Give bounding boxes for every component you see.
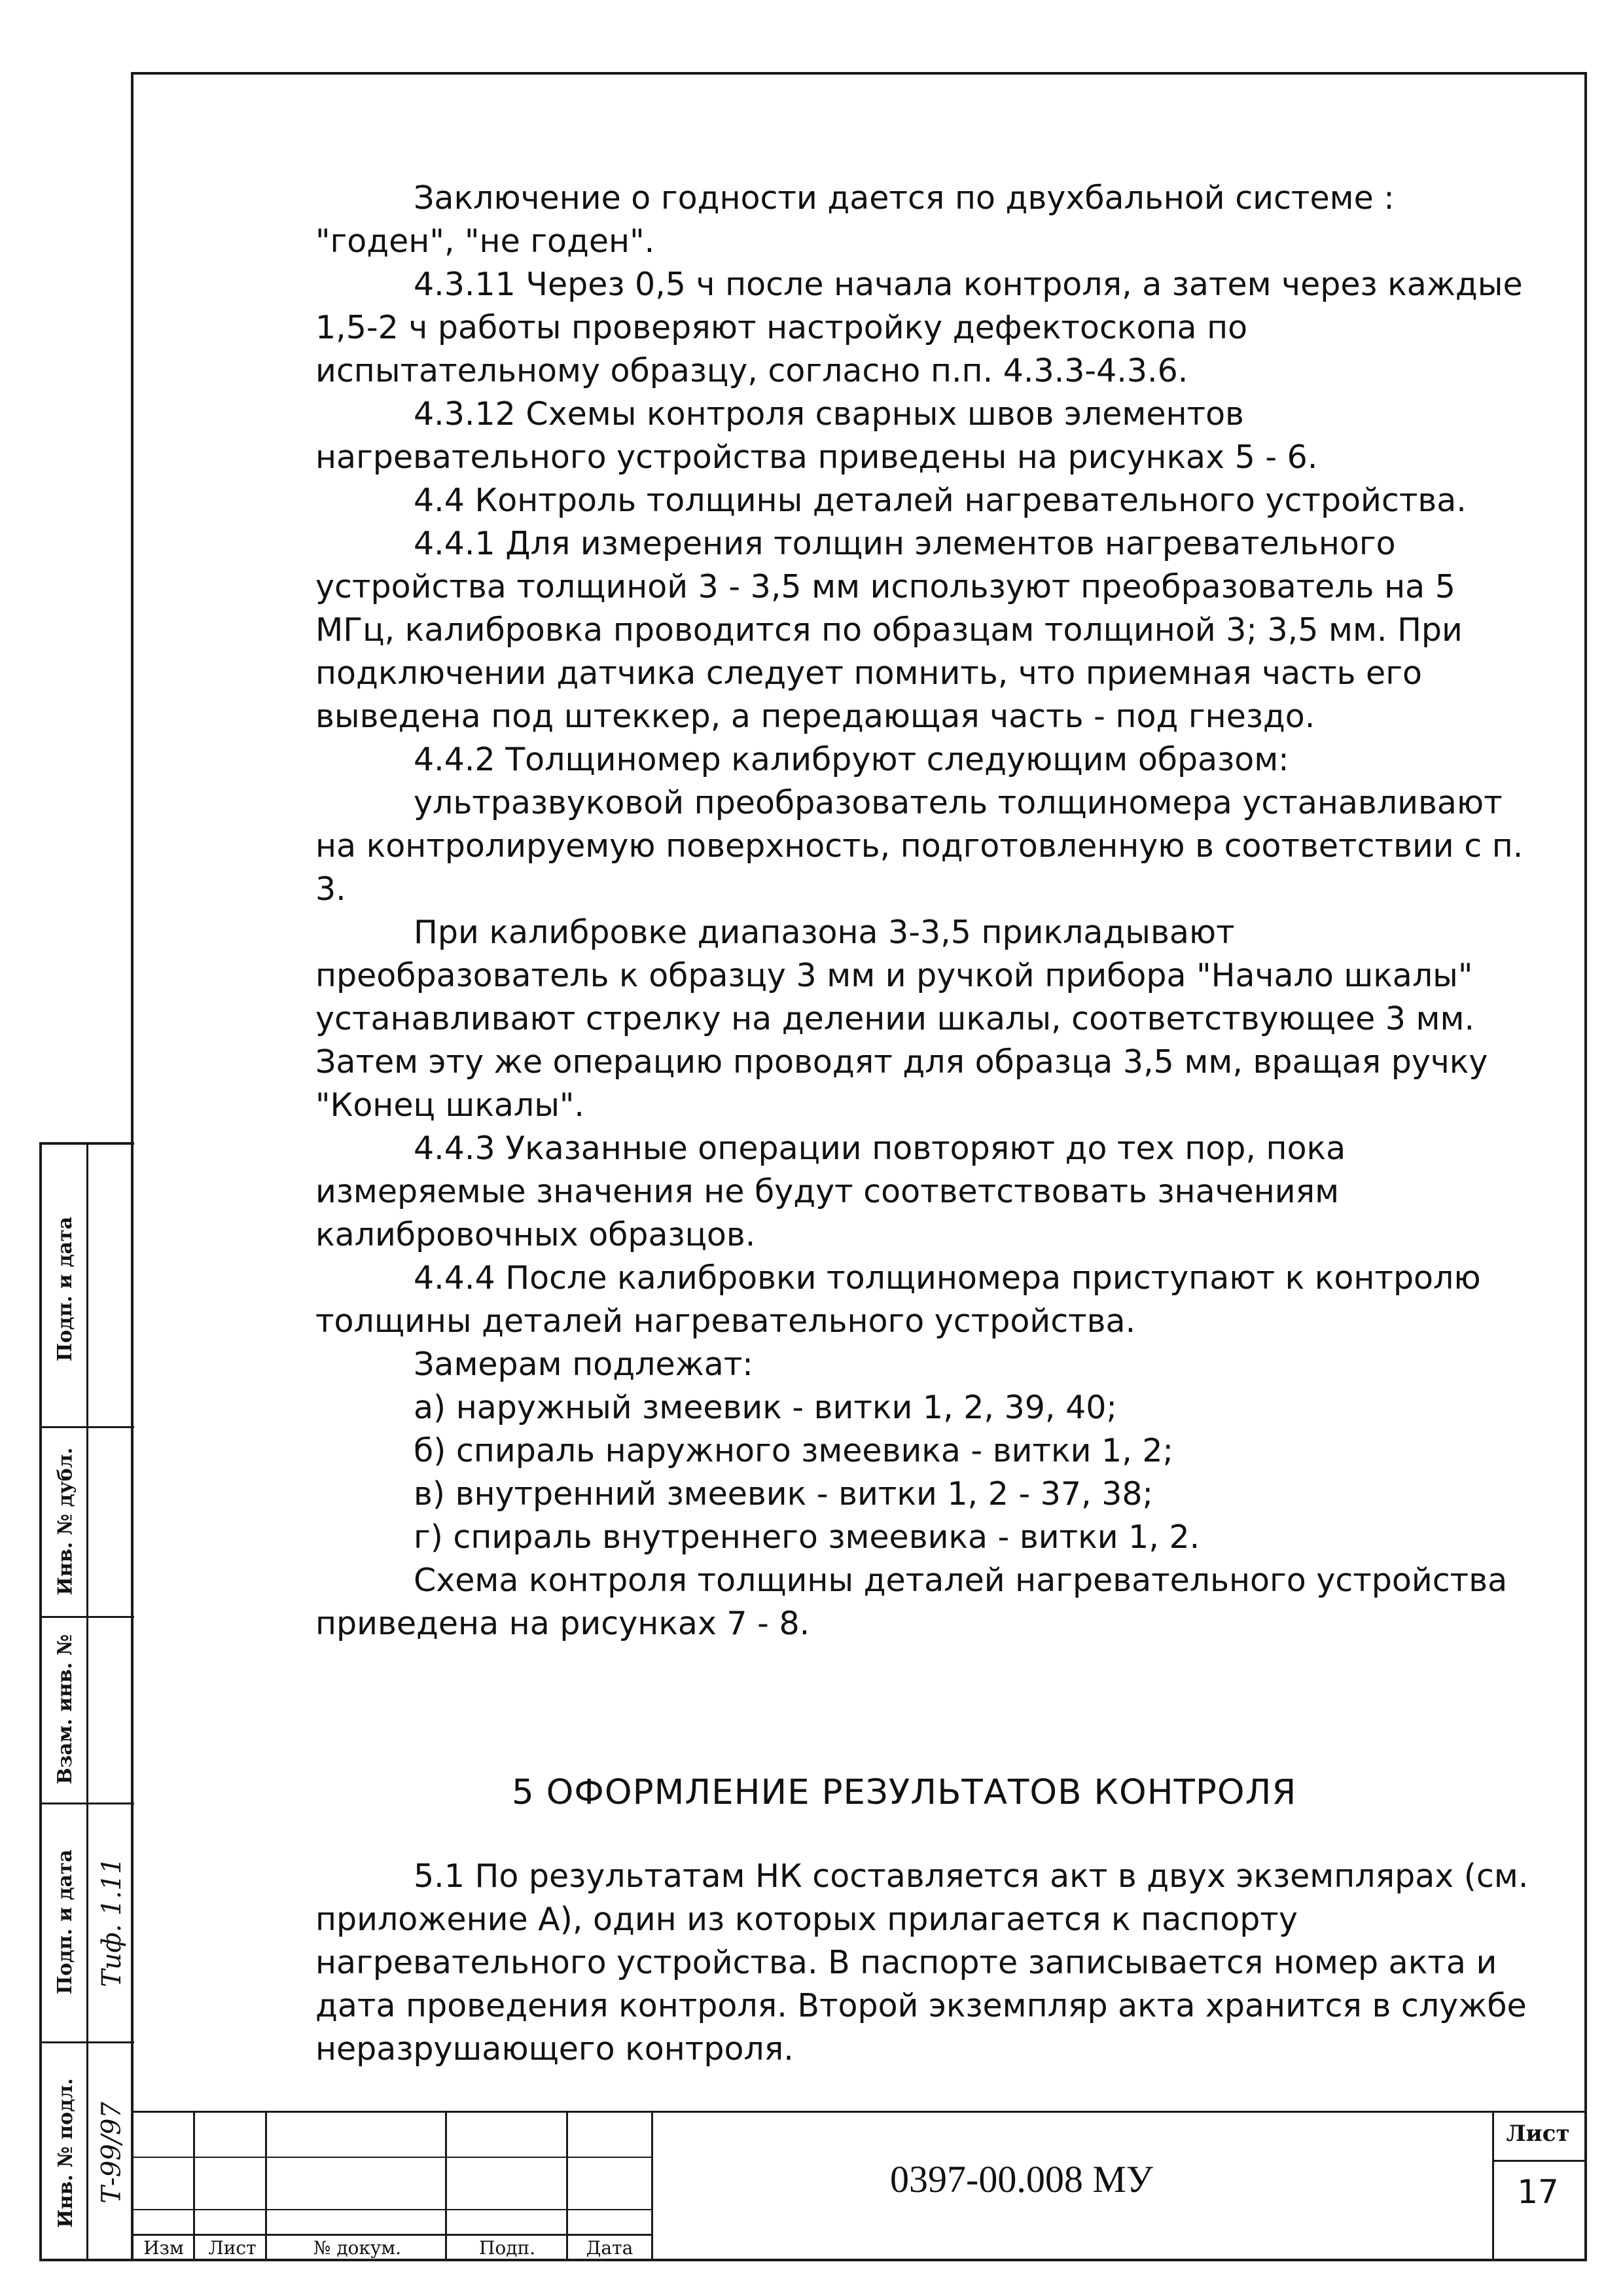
document-body bbox=[315, 177, 1533, 2071]
paragraph-4-4-3: 4.4.3 Указанные операции повторяют до тех пор, пока измеряемые значения не будут соответствовать значениям калибровочных образцов. bbox=[315, 1130, 1346, 1253]
binding-strip bbox=[39, 1142, 134, 2261]
side-label-replace-inv: Взам. инв. № bbox=[54, 1634, 77, 1785]
paragraph-conclusion: Заключение о годности дается по двухбальной системе : "годен", "не годен". bbox=[315, 179, 1395, 260]
paragraph-4-4-2: 4.4.2 Толщиномер калибруют следующим образом: bbox=[414, 741, 1289, 778]
list-item-b: б) спираль наружного змеевика - витки 1, 2; bbox=[414, 1432, 1174, 1469]
stamp-col-date: Дата bbox=[586, 2237, 633, 2259]
paragraph-scheme: Схема контроля толщины деталей нагревательного устройства приведена на рисунках 7 - 8. bbox=[315, 1562, 1508, 1642]
stamp-col-signature: Подп. bbox=[478, 2237, 536, 2259]
side-label-dup-inv: Инв. № дубл. bbox=[54, 1447, 77, 1595]
list-item-v: в) внутренний змеевик - витки 1, 2 - 37, 38; bbox=[414, 1475, 1154, 1513]
side-label-sign-date: Подп. и дата bbox=[54, 1849, 77, 1995]
paragraph-5-1: 5.1 По результатам НК составляется акт в двух экземплярах (см. приложение А), один из которых прилагается к паспорту нагревательного устройства. В паспорте записывается номер акта и дата проведения контроля. Второй экземпляр акта хранится в службе неразрушающего контроля. bbox=[315, 1857, 1529, 2068]
paragraph-4-4: 4.4 Контроль толщины деталей нагревательного устройства. bbox=[414, 482, 1467, 519]
paragraph-4-4-4: 4.4.4 После калибровки толщиномера приступают к контролю толщины деталей нагревательного устройства. bbox=[315, 1259, 1481, 1340]
list-item-g: г) спираль внутреннего змеевика - витки 1, 2. bbox=[414, 1518, 1200, 1556]
handwritten-inventory-number: Т-99/97 bbox=[97, 2102, 127, 2204]
document-code: 0397-00.008 МУ bbox=[890, 2158, 1153, 2200]
stamp-col-doc-number: № докум. bbox=[313, 2237, 402, 2259]
handwritten-signature-date: Тиф. 1.11 bbox=[97, 1857, 127, 1987]
paragraph-4-3-11: 4.3.11 Через 0,5 ч после начала контроля, а затем через каждые 1,5-2 ч работы проверяют настройку дефектоскопа по испытательному образцу, согласно п.п. 4.3.3-4.3.6. bbox=[315, 266, 1523, 389]
paragraph-calibration: При калибровке диапазона 3-3,5 прикладывают преобразователь к образцу 3 мм и ручкой прибора "Начало шкалы" устанавливают стрелку на делении шкалы, соответствующее 3 мм. Затем эту же операцию проводят для образца 3,5 мм, вращая ручку "Конец шкалы". bbox=[315, 914, 1488, 1124]
paragraph-4-4-1: 4.4.1 Для измерения толщин элементов нагревательного устройства толщиной 3 - 3,5 мм используют преобразователь на 5 МГц, калибровка проводится по образцам толщиной 3; 3,5 мм. При подключении датчика следует помнить, что приемная часть его выведена под штеккер, а передающая часть - под гнездо. bbox=[315, 525, 1463, 735]
stamp-col-change: Изм bbox=[143, 2237, 184, 2259]
stamp-col-sheet: Лист bbox=[208, 2237, 257, 2259]
paragraph-ultrasonic: ультразвуковой преобразователь толщиномера устанавливают на контролируемую поверхность, подготовленную в соответствии с п. 3. bbox=[315, 784, 1524, 908]
paragraph-measure-heading: Замерам подлежат: bbox=[414, 1346, 753, 1383]
sheet-number: 17 bbox=[1517, 2173, 1559, 2211]
paragraph-4-3-12: 4.3.12 Схемы контроля сварных швов элементов нагревательного устройства приведены на рисунках 5 - 6. bbox=[315, 395, 1318, 476]
list-item-a: а) наружный змеевик - витки 1, 2, 39, 40; bbox=[414, 1389, 1117, 1426]
side-label-inv-orig: Инв. № подл. bbox=[54, 2077, 77, 2228]
section-title: 5 ОФОРМЛЕНИЕ РЕЗУЛЬТАТОВ КОНТРОЛЯ bbox=[512, 1772, 1297, 1812]
sheet-label: Лист bbox=[1506, 2121, 1570, 2147]
side-label-sign-date-2: Подп. и дата bbox=[54, 1216, 77, 1361]
